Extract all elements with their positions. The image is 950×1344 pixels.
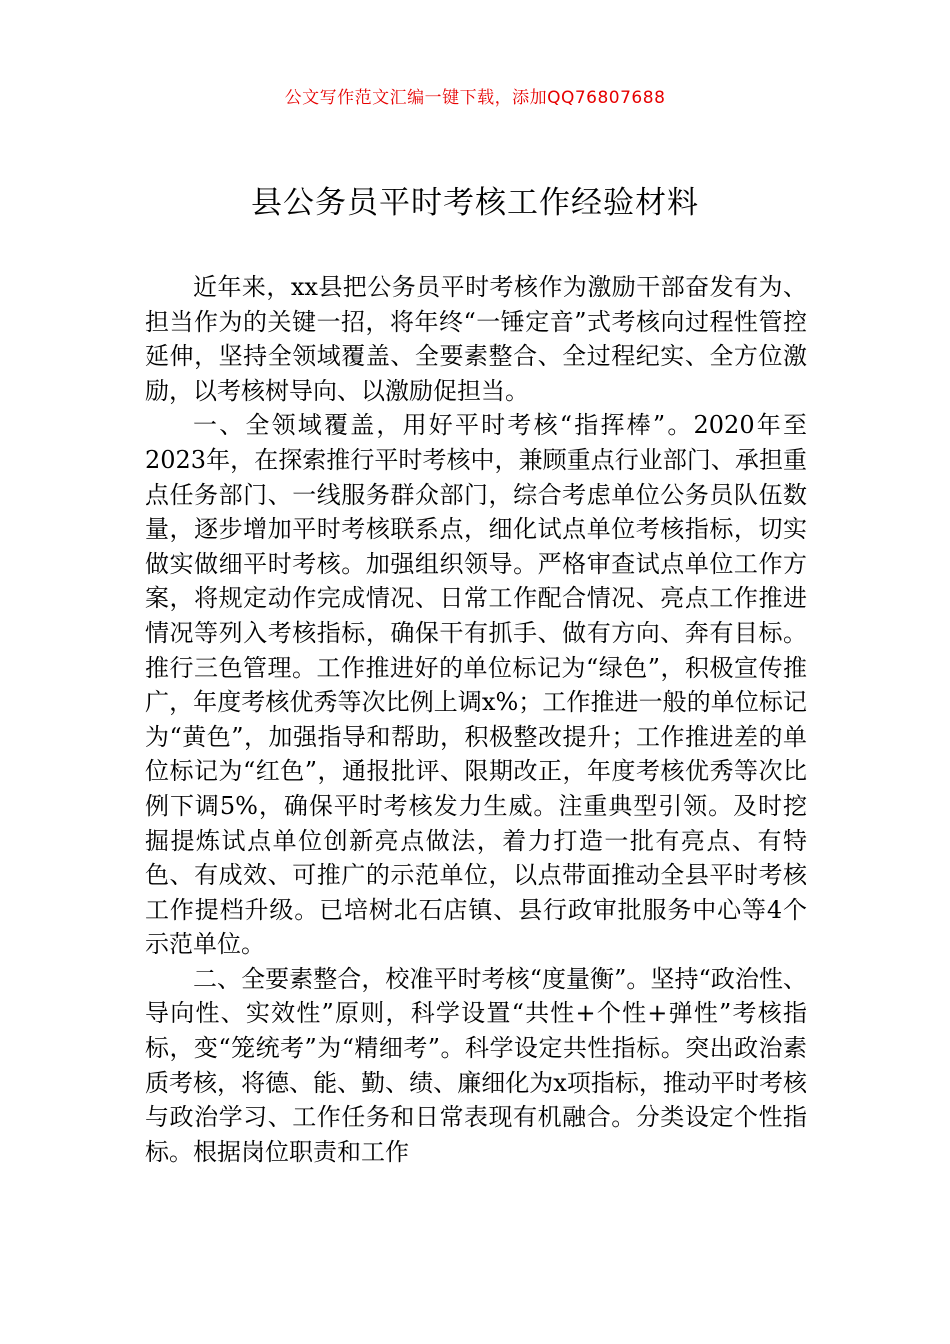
document-title: 县公务员平时考核工作经验材料 <box>251 185 699 221</box>
document-body <box>145 270 807 1169</box>
paragraph-intro: 近年来，xx县把公务员平时考核作为激励干部奋发有为、担当作为的关键一招，将年终“一锤定音”式考核向过程性管控延伸，坚持全领域覆盖、全要素整合、全过程纪实、全方位激励，以考核树导向、以激励促担当。 <box>145 273 807 405</box>
paragraph-section-1: 一、全领域覆盖，用好平时考核“指挥棒”。2020年至2023年，在探索推行平时考核中，兼顾重点行业部门、承担重点任务部门、一线服务群众部门，综合考虑单位公务员队伍数量，逐步增加平时考核联系点，细化试点单位考核指标，切实做实做细平时考核。加强组织领导。严格审查试点单位工作方案，将规定动作完成情况、日常工作配合情况、亮点工作推进情况等列入考核指标，确保干有抓手、做有方向、奔有目标。推行三色管理。工作推进好的单位标记为“绿色”，积极宣传推广，年度考核优秀等次比例上调x%；工作推进一般的单位标记为“黄色”，加强指导和帮助，积极整改提升；工作推进差的单位标记为“红色”，通报批评、限期改正，年度考核优秀等次比例下调5%，确保平时考核发力生威。注重典型引领。及时挖掘提炼试点单位创新亮点做法，着力打造一批有亮点、有特色、有成效、可推广的示范单位，以点带面推动全县平时考核工作提档升级。已培树北石店镇、县行政审批服务中心等4个示范单位。 <box>145 411 807 959</box>
download-promo-note: 公文写作范文汇编一键下载，添加QQ76807688 <box>284 88 666 108</box>
paragraph-section-2: 二、全要素整合，校准平时考核“度量衡”。坚持“政治性、导向性、实效性”原则，科学设置“共性+个性+弹性”考核指标，变“笼统考”为“精细考”。科学设定共性指标。突出政治素质考核，将德、能、勤、绩、廉细化为x项指标，推动平时考核与政治学习、工作任务和日常表现有机融合。分类设定个性指标。根据岗位职责和工作 <box>145 964 807 1166</box>
